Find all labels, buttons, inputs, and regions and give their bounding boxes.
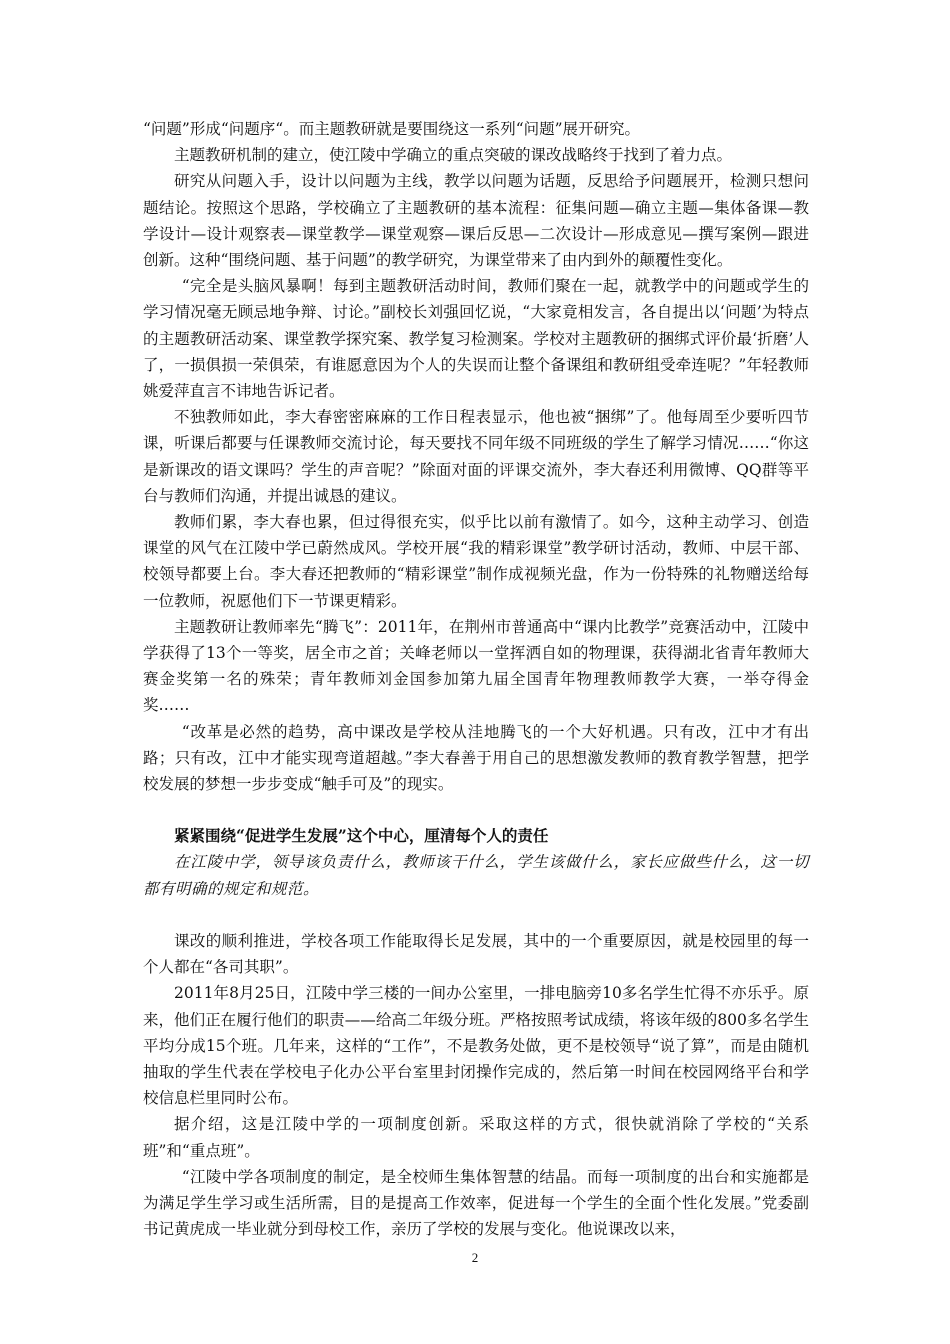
paragraph: “完全是头脑风暴啊！每到主题教研活动时间，教师们聚在一起，就教学中的问题或学生的学习情况毫无顾忌地争辩、讨论。”副校长刘强回忆说，“大家竟相发言，各自提出以‘问题’为特点的主题教研活动案、课堂教学探究案、教学复习检测案。学校对主题教研的捆绑式评价最‘折磨’人了，一损俱损一荣俱荣，有谁愿意因为个人的失误而让整个备课组和教研组受牵连呢？”年轻教师姚爱萍直言不讳地告诉记者。 bbox=[143, 277, 809, 401]
paragraph: 课改的顺利推进，学校各项工作能取得长足发展，其中的一个重要原因，就是校园里的每一个人都在“各司其职”。 bbox=[143, 931, 809, 977]
spacer bbox=[143, 902, 809, 928]
paragraph: 主题教研让教师率先“腾飞”：2011年，在荆州市普通高中“课内比教学”竞赛活动中，江陵中学获得了13个一等奖，居全市之首；关峰老师以一堂挥洒自如的物理课，获得湖北省青年教师大赛金奖第一名的殊荣；青年教师刘金国参加第九届全国青年物理教师教学大赛，一举夺得金奖…… bbox=[143, 617, 809, 715]
paragraph: 不独教师如此，李大春密密麻麻的工作日程表显示，他也被“捆绑”了。他每周至少要听四节课，听课后都要与任课教师交流讨论，每天要找不同年级不同班级的学生了解学习情况……“你这是新课改的语文课吗？学生的声音呢？”除面对面的评课交流外，李大春还利用微博、QQ群等平台与教师们沟通，并提出诚恳的建议。 bbox=[143, 408, 809, 505]
section-lead: 在江陵中学，领导该负责什么，教师该干什么，学生该做什么，家长应做些什么，这一切都有明确的规定和规范。 bbox=[143, 853, 809, 898]
section-heading: 紧紧围绕“促进学生发展”这个中心，厘清每个人的责任 bbox=[174, 826, 549, 846]
paragraph: 据介绍，这是江陵中学的一项制度创新。采取这样的方式，很快就消除了学校的“关系班”和“重点班”。 bbox=[143, 1115, 809, 1160]
paragraph: 研究从问题入手，设计以问题为主线，教学以问题为话题，反思给予问题展开，检测只想问题结论。按照这个思路，学校确立了主题教研的基本流程：征集问题—确立主题—集体备课—教学设计—设计观察表—课堂教学—课堂观察—课后反思—二次设计—形成意见—撰写案例—跟进创新。这种“围绕问题、基于问题”的教学研究，为课堂带来了由内到外的颠覆性变化。 bbox=[143, 172, 809, 270]
paragraph: “改革是必然的趋势，高中课改是学校从洼地腾飞的一个大好机遇。只有改，江中才有出路；只有改，江中才能实现弯道超越。”李大春善于用自己的思想激发教师的教育教学智慧，把学校发展的梦想一步步变成“触手可及”的现实。 bbox=[143, 722, 809, 794]
paragraph: 2011年8月25日，江陵中学三楼的一间办公室里，一排电脑旁10多名学生忙得不亦乐乎。原来，他们正在履行他们的职责——给高二年级分班。严格按照考试成绩，将该年级的800多名学生平均分成15个班。几年来，这样的“工作”，不是教务处做，更不是校领导“说了算”，而是由随机抽取的学生代表在学校电子化办公平台室里封闭操作完成的，然后第一时间在校园网络平台和学校信息栏里同时公布。 bbox=[143, 984, 809, 1108]
paragraph: 教师们累，李大春也累，但过得很充实，似乎比以前有激情了。如今，这种主动学习、创造课堂的风气在江陵中学已蔚然成风。学校开展“我的精彩课堂”教学研讨活动，教师、中层干部、校领导都要上台。李大春还把教师的“精彩课堂”制作成视频光盘，作为一份特殊的礼物赠送给每一位教师，祝愿他们下一节课更精彩。 bbox=[143, 513, 809, 610]
paragraph: “问题”形成“问题序“。而主题教研就是要围绕这一系列“问题”展开研究。 bbox=[143, 120, 641, 138]
article-body bbox=[143, 116, 809, 1242]
page-number: 2 bbox=[471, 1250, 479, 1265]
paragraph: 主题教研机制的建立，使江陵中学确立的重点突破的课改战略终于找到了着力点。 bbox=[174, 146, 733, 165]
paragraph: “江陵中学各项制度的制定，是全校师生集体智慧的结晶。而每一项制度的出台和实施都是为满足学生学习或生活所需，目的是提高工作效率，促进每一个学生的全面个性化发展。”党委副书记黄虎成一毕业就分到母校工作，亲历了学校的发展与变化。他说课改以来， bbox=[143, 1167, 809, 1239]
